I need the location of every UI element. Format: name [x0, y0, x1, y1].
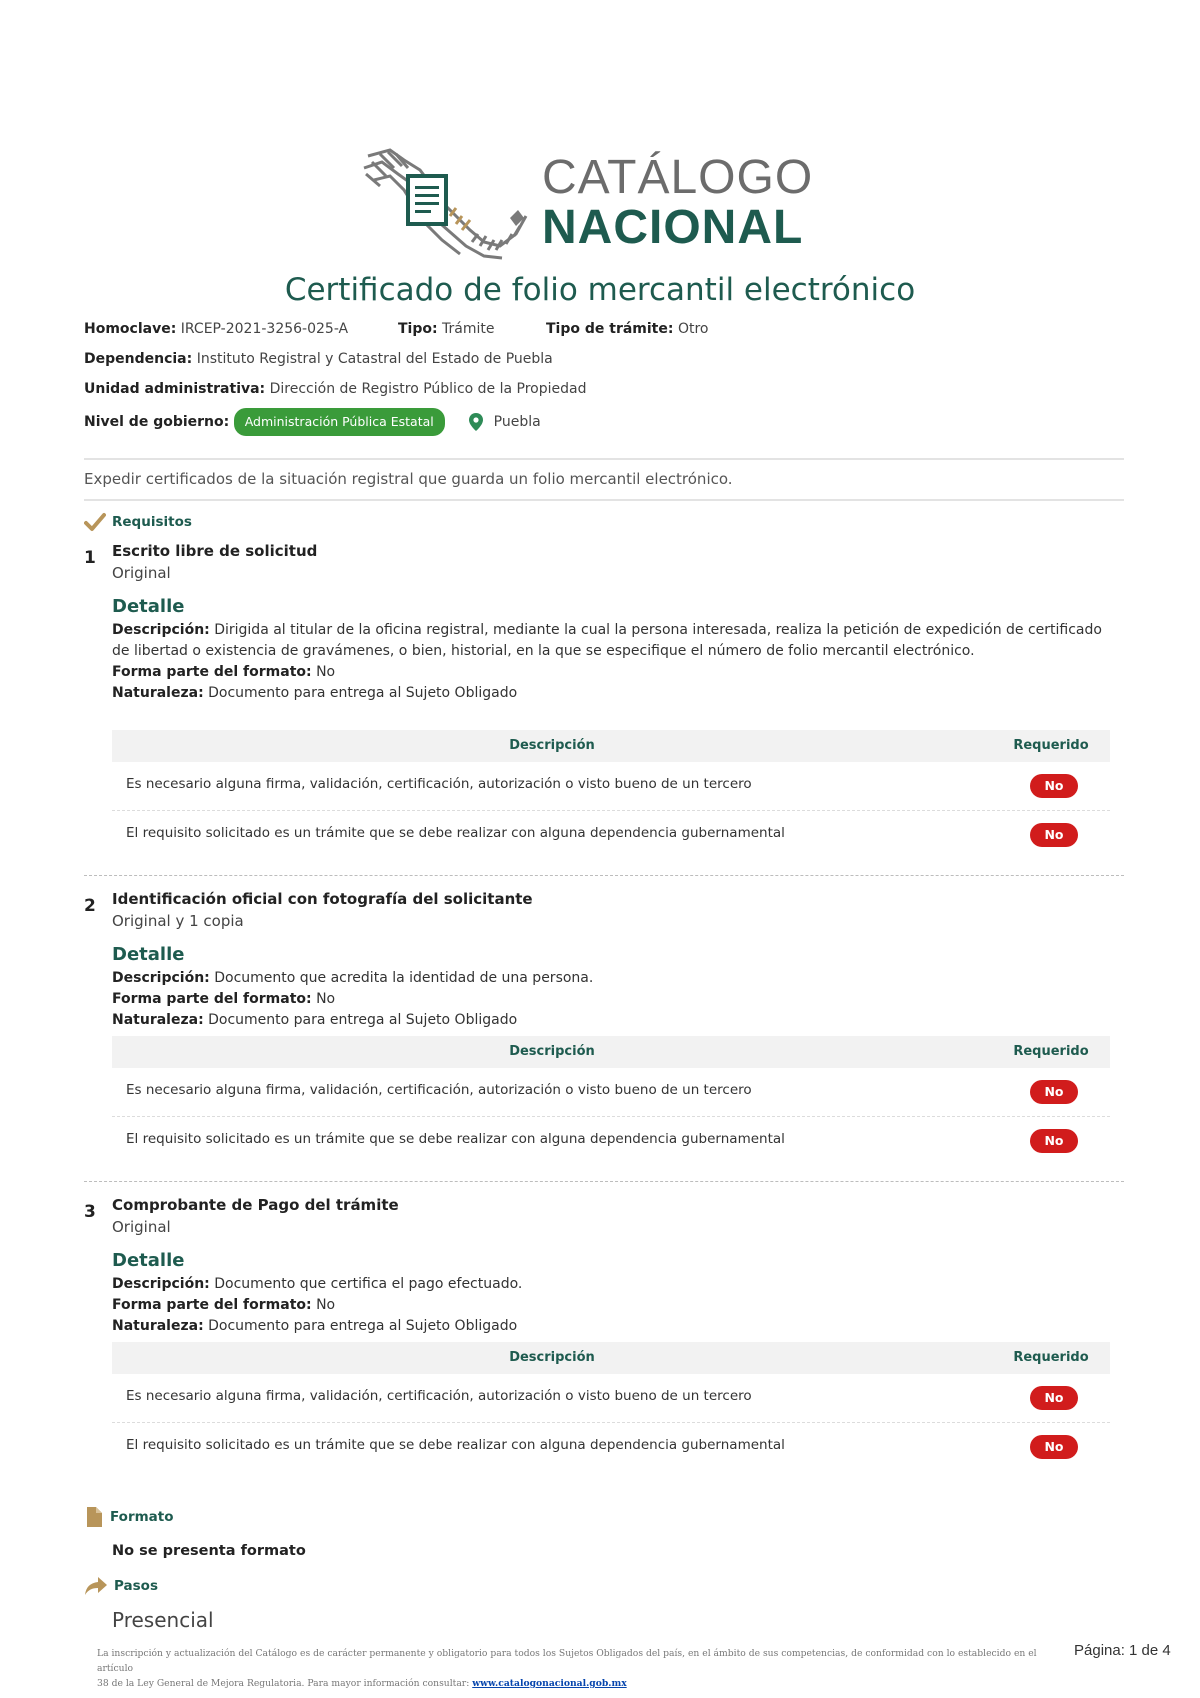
dependencia-value: Instituto Registral y Catastral del Estado de Puebla [196, 351, 553, 367]
footer-legal-text [97, 1646, 1057, 1691]
table-cell-text: Es necesario alguna firma, validación, certificación, autorización o visto bueno de un tercero [126, 1082, 752, 1098]
table-header-descripcion: Descripción [509, 1044, 595, 1059]
forma-parte-label: Forma parte del formato: [112, 991, 312, 1007]
table-row [112, 1068, 1110, 1117]
requerido-badge: No [1030, 823, 1078, 847]
detail-heading: Detalle [112, 944, 185, 965]
requirement-title: Identificación oficial con fotografía del solicitante [112, 890, 533, 908]
nivel-label: Nivel de gobierno: [84, 414, 230, 430]
forma-parte-value: No [316, 664, 336, 680]
location-value: Puebla [493, 414, 541, 430]
table-header-descripcion: Descripción [509, 738, 595, 753]
unidad-label: Unidad administrativa: [84, 381, 266, 397]
requirement-separator [84, 875, 1124, 876]
requisitos-label: Requisitos [112, 514, 192, 530]
detail-body [112, 620, 1112, 704]
naturaleza-value: Documento para entrega al Sujeto Obligado [208, 1012, 518, 1028]
mexico-map-document-icon [360, 146, 530, 264]
naturaleza-label: Naturaleza: [112, 1012, 204, 1028]
logo-line-1: CATÁLOGO [542, 151, 814, 204]
descripcion-label: Descripción: [112, 970, 210, 986]
requirement-table [112, 1036, 1110, 1166]
tipo-tramite-label: Tipo de trámite: [546, 321, 674, 337]
detail-heading: Detalle [112, 1250, 185, 1271]
table-header [112, 1342, 1110, 1374]
table-header-descripcion: Descripción [509, 1350, 595, 1365]
requirement-number: 1 [84, 548, 96, 568]
requirement-number: 2 [84, 896, 96, 916]
naturaleza-label: Naturaleza: [112, 685, 204, 701]
detail-body [112, 1274, 1112, 1337]
descripcion-value: Documento que certifica el pago efectuado. [214, 1276, 523, 1292]
tipo-value: Trámite [442, 321, 495, 337]
pasos-heading [84, 1576, 158, 1596]
forma-parte-value: No [316, 1297, 336, 1313]
requirement-separator [84, 1181, 1124, 1182]
tipo-label: Tipo: [398, 321, 438, 337]
forma-parte-label: Forma parte del formato: [112, 664, 312, 680]
detail-body [112, 968, 1112, 1031]
meta-dependencia [84, 350, 553, 368]
table-cell-text: El requisito solicitado es un trámite que se debe realizar con alguna dependencia gubernamental [126, 1131, 785, 1147]
table-header [112, 1036, 1110, 1068]
requerido-badge: No [1030, 1129, 1078, 1153]
nivel-gobierno-badge: Administración Pública Estatal [234, 408, 445, 436]
table-header-requerido: Requerido [1013, 1044, 1089, 1059]
dependencia-label: Dependencia: [84, 351, 193, 367]
table-row [112, 1117, 1110, 1166]
meta-nivel [84, 408, 541, 436]
requirement-presentation: Original [112, 564, 171, 582]
meta-tipo-tramite [546, 320, 708, 338]
table-header-requerido: Requerido [1013, 1350, 1089, 1365]
share-arrow-icon [84, 1576, 108, 1596]
detail-heading: Detalle [112, 596, 185, 617]
meta-tipo [398, 320, 495, 338]
pasos-body: Presencial [112, 1608, 214, 1632]
table-row [112, 762, 1110, 811]
meta-unidad [84, 380, 586, 398]
forma-parte-value: No [316, 991, 336, 1007]
formato-body: No se presenta formato [112, 1543, 306, 1559]
table-cell-text: El requisito solicitado es un trámite que se debe realizar con alguna dependencia gubernamental [126, 825, 785, 841]
requirement-presentation: Original y 1 copia [112, 912, 244, 930]
page-title: Certificado de folio mercantil electrónico [284, 272, 916, 308]
page-number: Página: 1 de 4 [1074, 1642, 1171, 1659]
requirement-presentation: Original [112, 1218, 171, 1236]
catalogo-nacional-logo [360, 146, 850, 266]
descripcion-value: Documento que acredita la identidad de una persona. [214, 970, 594, 986]
footer-line-1: La inscripción y actualización del Catálogo es de carácter permanente y obligatorio para todos los Sujetos Obligados del país, en el ámbito de sus competencias, de conformidad con lo establecido en el artículo [97, 1648, 1037, 1674]
table-row [112, 1374, 1110, 1423]
table-header [112, 730, 1110, 762]
requirement-table [112, 1342, 1110, 1472]
table-row [112, 811, 1110, 860]
requisitos-heading [84, 512, 192, 532]
requerido-badge: No [1030, 1386, 1078, 1410]
table-header-requerido: Requerido [1013, 738, 1089, 753]
catalogo-link[interactable]: www.catalogonacional.gob.mx [472, 1678, 627, 1689]
divider-top [84, 458, 1124, 460]
requirement-3 [84, 1196, 1124, 1466]
unidad-value: Dirección de Registro Público de la Propiedad [269, 381, 587, 397]
homoclave-label: Homoclave: [84, 321, 177, 337]
document-icon [84, 1506, 104, 1528]
naturaleza-value: Documento para entrega al Sujeto Obligado [208, 685, 518, 701]
naturaleza-label: Naturaleza: [112, 1318, 204, 1334]
naturaleza-value: Documento para entrega al Sujeto Obligado [208, 1318, 518, 1334]
table-row [112, 1423, 1110, 1472]
requirement-2 [84, 890, 1124, 1160]
requirement-1 [84, 542, 1124, 860]
table-cell-text: El requisito solicitado es un trámite que se debe realizar con alguna dependencia gubernamental [126, 1437, 785, 1453]
requirement-number: 3 [84, 1202, 96, 1222]
forma-parte-label: Forma parte del formato: [112, 1297, 312, 1313]
requirement-title: Comprobante de Pago del trámite [112, 1196, 399, 1214]
formato-heading [84, 1506, 174, 1528]
meta-row-1 [84, 320, 348, 338]
table-cell-text: Es necesario alguna firma, validación, certificación, autorización o visto bueno de un tercero [126, 776, 752, 792]
requerido-badge: No [1030, 774, 1078, 798]
descripcion-value: Dirigida al titular de la oficina registral, mediante la cual la persona interesada, realiza la petición de expedición de certificado de libertad o existencia de gravámenes, o bien, historial, en la que se especifique el número de folio mercantil electrónico. [112, 622, 1102, 659]
table-cell-text: Es necesario alguna firma, validación, certificación, autorización o visto bueno de un tercero [126, 1388, 752, 1404]
footer-line-2: 38 de la Ley General de Mejora Regulatoria. Para mayor información consultar: [97, 1678, 470, 1689]
location-pin-icon [469, 413, 483, 431]
descripcion-label: Descripción: [112, 1276, 210, 1292]
checkmark-icon [84, 512, 106, 532]
formato-label: Formato [110, 1509, 174, 1525]
requerido-badge: No [1030, 1435, 1078, 1459]
requerido-badge: No [1030, 1080, 1078, 1104]
procedure-summary: Expedir certificados de la situación registral que guarda un folio mercantil electrónico. [84, 470, 733, 488]
tipo-tramite-value: Otro [677, 321, 709, 337]
descripcion-label: Descripción: [112, 622, 210, 638]
divider-bottom [84, 499, 1124, 501]
logo-line-2: NACIONAL [542, 201, 804, 254]
requirement-table [112, 730, 1110, 860]
requirement-title: Escrito libre de solicitud [112, 542, 318, 560]
homoclave-value: IRCEP-2021-3256-025-A [180, 321, 349, 337]
pasos-label: Pasos [114, 1578, 158, 1594]
